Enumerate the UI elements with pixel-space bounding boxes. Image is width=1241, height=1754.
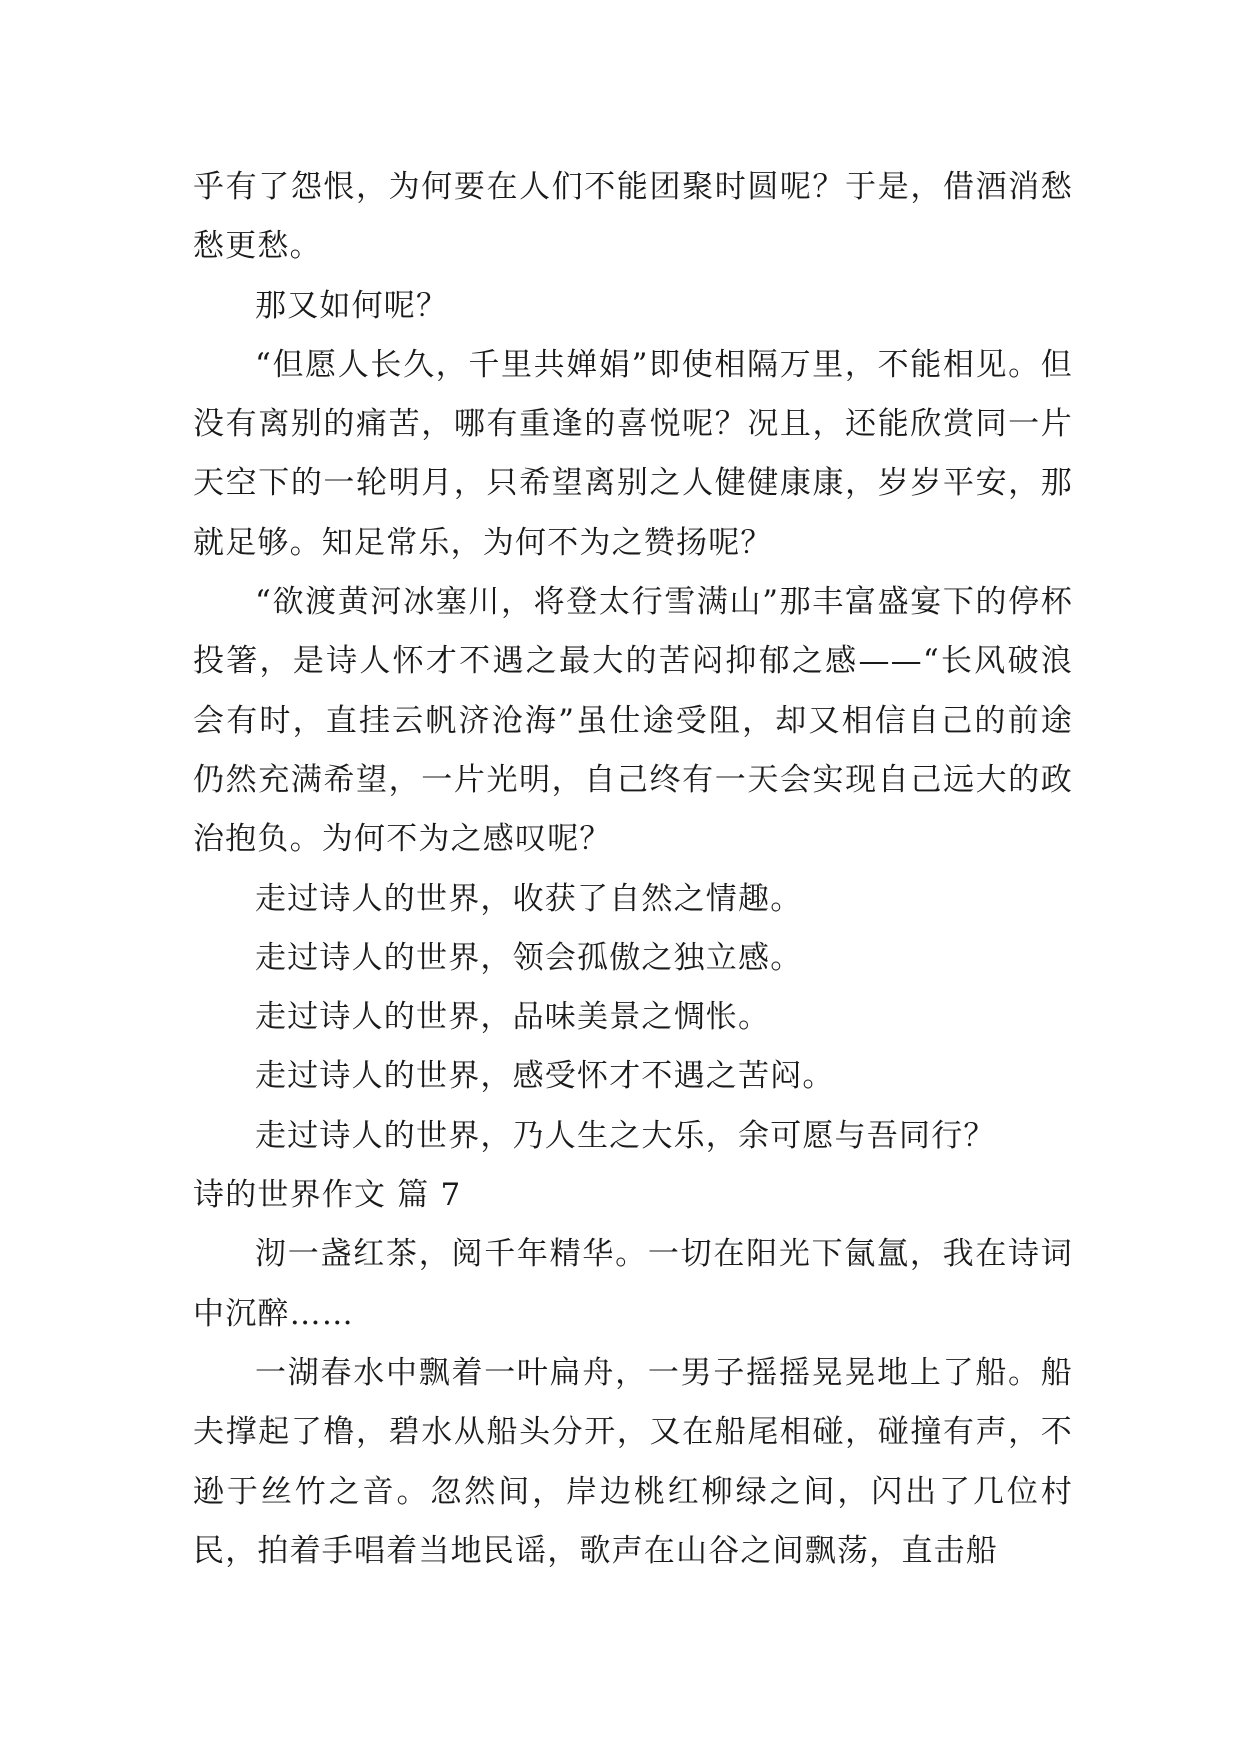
paragraph: “欲渡黄河冰塞川，将登太行雪满山”那丰富盛宴下的停杯投箸，是诗人怀才不遇之最大的苦闷抑郁之感——“长风破浪会有时，直挂云帆济沧海”虽仕途受阻，却又相信自己的前途仍然充满希望，一片光明，自己终有一天会实现自己远大的政治抱负。为何不为之感叹呢？ (193, 584, 1073, 858)
paragraph: 那又如何呢？ (255, 287, 449, 324)
paragraph: 走过诗人的世界，领会孤傲之独立感。 (255, 939, 803, 976)
paragraph: 沏一盏红茶，阅千年精华。一切在阳光下氤氲，我在诗词中沉醉…… (193, 1236, 1073, 1332)
document-body (193, 158, 1073, 1581)
paragraph: 走过诗人的世界，收获了自然之情趣。 (255, 880, 803, 917)
paragraph: 走过诗人的世界，感受怀才不遇之苦闷。 (255, 1058, 835, 1095)
paragraph-continued: 乎有了怨恨，为何要在人们不能团聚时圆呢？于是，借酒消愁愁更愁。 (193, 169, 1073, 265)
paragraph: 一湖春水中飘着一叶扁舟，一男子摇摇晃晃地上了船。船夫撑起了橹，碧水从船头分开，又在船尾相碰，碰撞有声，不逊于丝竹之音。忽然间，岸边桃红柳绿之间，闪出了几位村民，拍着手唱着当地民谣，歌声在山谷之间飘荡，直击船 (193, 1354, 1073, 1569)
paragraph: 走过诗人的世界，乃人生之大乐，余可愿与吾同行？ (255, 1117, 996, 1154)
paragraph: 走过诗人的世界，品味美景之惆怅。 (255, 999, 771, 1036)
section-heading: 诗的世界作文 篇 7 (193, 1177, 462, 1214)
paragraph: “但愿人长久，千里共婵娟”即使相隔万里，不能相见。但没有离别的痛苦，哪有重逢的喜悦呢？况且，还能欣赏同一片天空下的一轮明月，只希望离别之人健健康康，岁岁平安，那就足够。知足常乐，为何不为之赞扬呢？ (193, 346, 1073, 561)
